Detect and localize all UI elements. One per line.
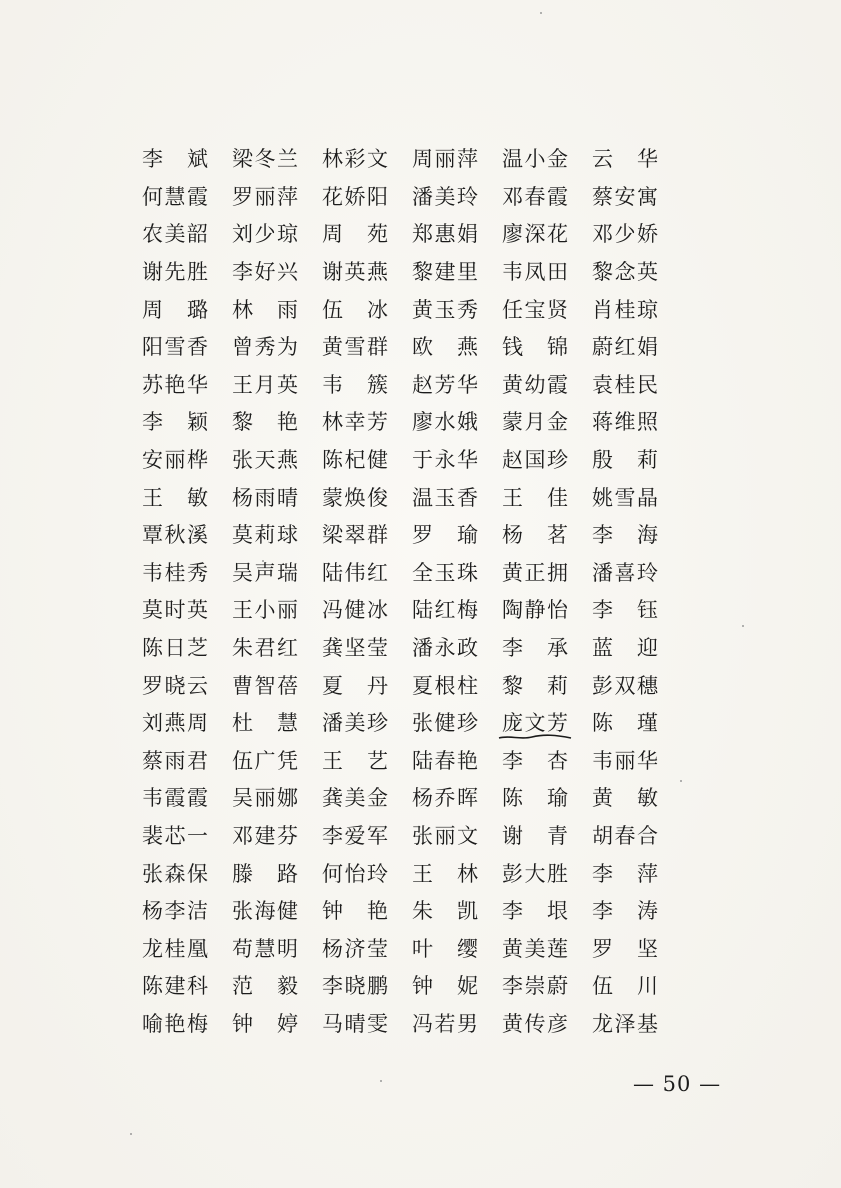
name-entry: 覃 秋 溪 <box>142 523 208 548</box>
name-entry: 马 晴 雯 <box>322 1011 388 1036</box>
name-entry: 夏 根 柱 <box>412 673 478 698</box>
name-entry: 夏 丹 <box>322 673 388 698</box>
name-entry: 邓 少 娇 <box>592 222 658 247</box>
name-entry: 陈 日 芝 <box>142 636 208 661</box>
name-entry: 温 小 金 <box>502 147 568 172</box>
name-entry: 林 雨 <box>232 297 298 322</box>
name-entry: 周 璐 <box>142 297 208 322</box>
name-entry: 张 健 珍 <box>412 711 478 736</box>
name-entry: 陈 瑜 <box>502 786 568 811</box>
page-number: — 50 — <box>633 1072 722 1096</box>
name-entry: 周 苑 <box>322 222 388 247</box>
name-entry: 潘 美 珍 <box>322 711 388 736</box>
name-entry: 龙 泽 基 <box>592 1011 658 1036</box>
name-entry: 黄 幼 霞 <box>502 372 568 397</box>
name-entry: 王 佳 <box>502 485 568 510</box>
name-entry: 潘 美 玲 <box>412 184 478 209</box>
name-entry: 梁 翠 群 <box>322 523 388 548</box>
name-entry: 蓝 迎 <box>592 636 658 661</box>
name-entry: 陆 春 艳 <box>412 748 478 773</box>
name-entry: 黄 敏 <box>592 786 658 811</box>
name-entry: 李 好 兴 <box>232 260 298 285</box>
name-entry: 何 怡 玲 <box>322 861 388 886</box>
scan-speck <box>540 12 542 14</box>
name-entry: 廖 深 花 <box>502 222 568 247</box>
name-entry: 黎 莉 <box>502 673 568 698</box>
name-entry: 陆 红 梅 <box>412 598 478 623</box>
name-entry: 韦 簇 <box>322 372 388 397</box>
name-entry: 李 承 <box>502 636 568 661</box>
name-entry: 李 爱 军 <box>322 823 388 848</box>
name-entry: 李 涛 <box>592 899 658 924</box>
name-entry: 朱 凯 <box>412 899 478 924</box>
name-entry: 黎 建 里 <box>412 260 478 285</box>
name-entry: 钟 妮 <box>412 974 478 999</box>
name-entry: 陈 瑾 <box>592 711 658 736</box>
name-entry: 庞 文 芳 <box>502 705 568 743</box>
name-entry: 吴 丽 娜 <box>232 786 298 811</box>
name-entry: 任 宝 贤 <box>502 297 568 322</box>
name-entry: 杜 慧 <box>232 711 298 736</box>
name-entry: 王 月 英 <box>232 372 298 397</box>
name-entry: 韦 凤 田 <box>502 260 568 285</box>
name-entry: 喻 艳 梅 <box>142 1011 208 1036</box>
name-entry: 曾 秀 为 <box>232 335 298 360</box>
name-entry: 陶 静 怡 <box>502 598 568 623</box>
name-entry: 罗 丽 萍 <box>232 184 298 209</box>
name-entry: 冯 若 男 <box>412 1011 478 1036</box>
name-entry: 周 丽 萍 <box>412 147 478 172</box>
name-entry: 黄 玉 秀 <box>412 297 478 322</box>
name-entry: 伍 川 <box>592 974 658 999</box>
name-entry: 花 娇 阳 <box>322 184 388 209</box>
name-entry: 蒙 焕 俊 <box>322 485 388 510</box>
name-entry: 邓 建 芬 <box>232 823 298 848</box>
handwritten-underline <box>498 733 572 741</box>
name-entry: 吴 声 瑞 <box>232 560 298 585</box>
name-entry: 谢 青 <box>502 823 568 848</box>
name-entry: 何 慧 霞 <box>142 184 208 209</box>
name-entry: 伍 冰 <box>322 297 388 322</box>
name-entry: 李 钰 <box>592 598 658 623</box>
name-entry: 李 崇 蔚 <box>502 974 568 999</box>
name-entry: 韦 桂 秀 <box>142 560 208 585</box>
name-entry: 滕 路 <box>232 861 298 886</box>
name-entry: 蒋 维 照 <box>592 410 658 435</box>
name-entry: 梁 冬 兰 <box>232 147 298 172</box>
name-entry: 韦 丽 华 <box>592 748 658 773</box>
name-entry: 殷 莉 <box>592 448 658 473</box>
name-entry: 农 美 韶 <box>142 222 208 247</box>
name-entry: 邓 春 霞 <box>502 184 568 209</box>
name-entry: 谢 英 燕 <box>322 260 388 285</box>
name-entry: 陆 伟 红 <box>322 560 388 585</box>
name-entry: 杨 李 洁 <box>142 899 208 924</box>
name-entry: 陈 杞 健 <box>322 448 388 473</box>
name-entry: 张 海 健 <box>232 899 298 924</box>
name-entry: 李 垠 <box>502 899 568 924</box>
name-entry: 潘 喜 玲 <box>592 560 658 585</box>
name-entry: 温 玉 香 <box>412 485 478 510</box>
name-entry: 林 彩 文 <box>322 147 388 172</box>
name-entry: 钟 艳 <box>322 899 388 924</box>
name-entry: 李 颖 <box>142 410 208 435</box>
name-entry: 陈 建 科 <box>142 974 208 999</box>
name-list <box>142 141 682 1043</box>
name-entry: 王 林 <box>412 861 478 886</box>
name-entry: 黄 美 莲 <box>502 936 568 961</box>
name-entry: 赵 芳 华 <box>412 372 478 397</box>
name-entry: 王 小 丽 <box>232 598 298 623</box>
name-entry: 阳 雪 香 <box>142 335 208 360</box>
name-entry: 彭 大 胜 <box>502 861 568 886</box>
name-entry: 彭 双 穗 <box>592 673 658 698</box>
name-entry: 杨 济 莹 <box>322 936 388 961</box>
name-entry: 朱 君 红 <box>232 636 298 661</box>
name-entry: 冯 健 冰 <box>322 598 388 623</box>
name-entry: 张 森 保 <box>142 861 208 886</box>
scan-speck <box>380 1080 382 1082</box>
name-entry: 黄 正 拥 <box>502 560 568 585</box>
scan-speck <box>742 625 744 627</box>
name-entry: 蔡 安 寓 <box>592 184 658 209</box>
name-entry: 全 玉 珠 <box>412 560 478 585</box>
name-entry: 刘 燕 周 <box>142 711 208 736</box>
name-entry: 林 幸 芳 <box>322 410 388 435</box>
name-entry: 潘 永 政 <box>412 636 478 661</box>
name-entry: 苏 艳 华 <box>142 372 208 397</box>
name-entry: 王 敏 <box>142 485 208 510</box>
name-entry: 莫 时 英 <box>142 598 208 623</box>
name-entry: 安 丽 桦 <box>142 448 208 473</box>
name-entry: 廖 水 娥 <box>412 410 478 435</box>
name-entry: 李 萍 <box>592 861 658 886</box>
name-entry: 胡 春 合 <box>592 823 658 848</box>
name-entry: 云 华 <box>592 147 658 172</box>
name-entry: 伍 广 凭 <box>232 748 298 773</box>
name-entry: 杨 乔 晖 <box>412 786 478 811</box>
scan-speck <box>130 1133 132 1135</box>
name-entry: 姚 雪 晶 <box>592 485 658 510</box>
name-entry: 钟 婷 <box>232 1011 298 1036</box>
name-entry: 郑 惠 娟 <box>412 222 478 247</box>
name-entry: 黄 传 彦 <box>502 1011 568 1036</box>
name-entry: 刘 少 琼 <box>232 222 298 247</box>
name-entry: 钱 锦 <box>502 335 568 360</box>
name-entry: 杨 雨 晴 <box>232 485 298 510</box>
name-entry: 李 斌 <box>142 147 208 172</box>
name-entry: 苟 慧 明 <box>232 936 298 961</box>
name-entry: 龙 桂 凰 <box>142 936 208 961</box>
name-entry: 黎 艳 <box>232 410 298 435</box>
name-entry: 张 天 燕 <box>232 448 298 473</box>
name-entry: 范 毅 <box>232 974 298 999</box>
name-entry: 蔡 雨 君 <box>142 748 208 773</box>
name-entry: 于 永 华 <box>412 448 478 473</box>
name-entry: 张 丽 文 <box>412 823 478 848</box>
name-entry: 欧 燕 <box>412 335 478 360</box>
name-entry: 李 杏 <box>502 748 568 773</box>
name-entry: 莫 莉 球 <box>232 523 298 548</box>
name-entry: 裴 芯 一 <box>142 823 208 848</box>
name-entry: 谢 先 胜 <box>142 260 208 285</box>
name-entry: 罗 坚 <box>592 936 658 961</box>
name-entry: 罗 瑜 <box>412 523 478 548</box>
name-entry: 韦 霞 霞 <box>142 786 208 811</box>
name-entry: 肖 桂 琼 <box>592 297 658 322</box>
name-entry: 蔚 红 娟 <box>592 335 658 360</box>
name-entry: 李 海 <box>592 523 658 548</box>
name-entry: 罗 晓 云 <box>142 673 208 698</box>
name-entry: 黎 念 英 <box>592 260 658 285</box>
name-entry: 龚 坚 莹 <box>322 636 388 661</box>
name-entry: 赵 国 珍 <box>502 448 568 473</box>
name-entry: 袁 桂 民 <box>592 372 658 397</box>
name-entry: 杨 茗 <box>502 523 568 548</box>
name-entry: 龚 美 金 <box>322 786 388 811</box>
name-entry: 李 晓 鹏 <box>322 974 388 999</box>
name-entry: 叶 缨 <box>412 936 478 961</box>
name-entry: 王 艺 <box>322 748 388 773</box>
name-entry: 蒙 月 金 <box>502 410 568 435</box>
name-entry: 曹 智 蓓 <box>232 673 298 698</box>
name-entry: 黄 雪 群 <box>322 335 388 360</box>
